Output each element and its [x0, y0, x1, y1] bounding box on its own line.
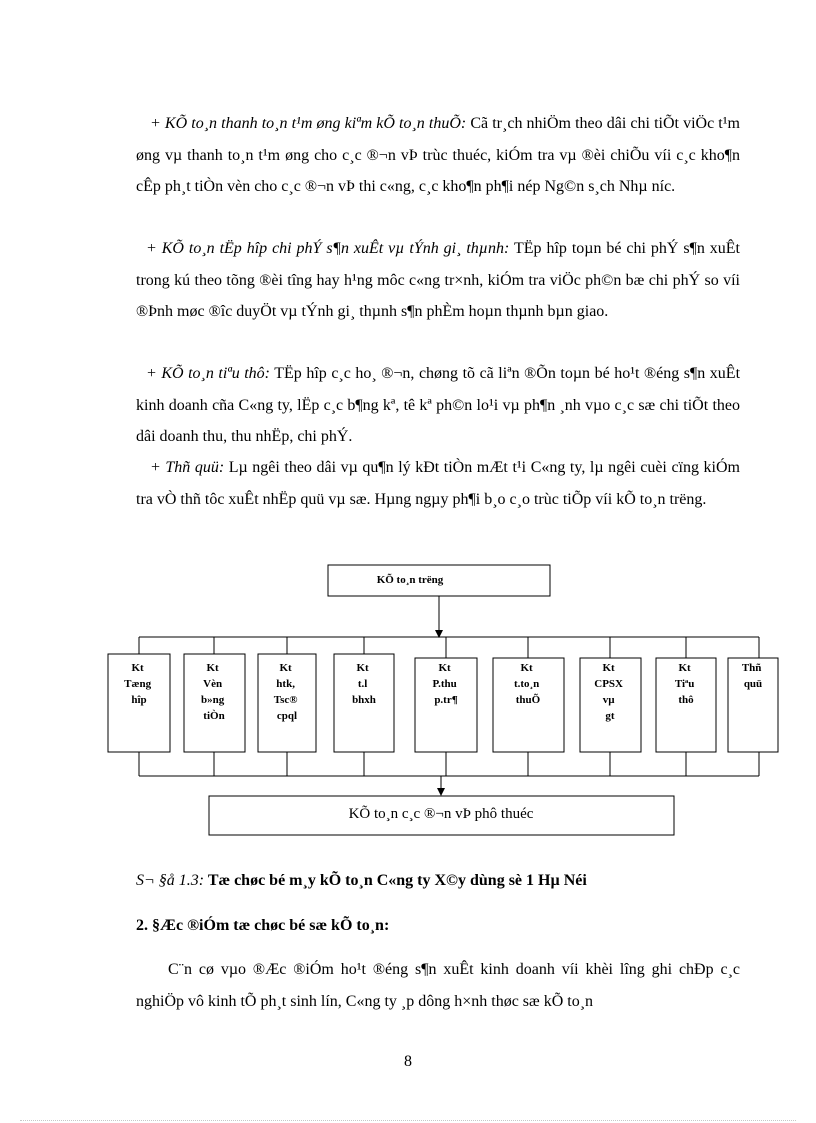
org-box-line: gt [605, 710, 615, 722]
section-heading: 2. §Æc ®iÓm tæ chøc bé sæ kÕ to¸n: [136, 917, 390, 934]
org-box-line: cpql [276, 710, 298, 722]
paragraph-body: TËp hîp c¸c ho¸ ®¬n, chøng tõ cã liªn ®Õn toµn bé ho¹t ®éng s¶n xuÊt kinh doanh cña C«ng ty, lËp c¸c b¶ng kª, tê kª ph©n lo¹i vµ ph¶n ¸nh vµo c¸c sæ chi tiÕt theo dâi doanh thu, thu nhËp, chi phÝ. [136, 365, 741, 445]
org-box-line: Kt [131, 662, 144, 674]
org-box-line: Kt [206, 662, 219, 674]
org-box [580, 637, 641, 776]
org-box-line: Kt [279, 662, 292, 674]
org-box-line: Kt [356, 662, 369, 674]
org-box-line: Tæng [124, 678, 152, 690]
org-box [334, 637, 394, 776]
page-bottom-divider [20, 1120, 796, 1121]
paragraph-lead: + KÕ to¸n tiªu thô: [146, 365, 271, 382]
org-box-line: Kt [678, 662, 691, 674]
org-box-line: p.tr¶ [434, 694, 458, 706]
org-box [415, 637, 477, 776]
paragraph-body: TËp hîp toµn bé chi phÝ s¶n xuÊt trong kú theo tõng ®èi tîng hay h¹ng môc c«ng tr×nh, kiÓm tra viÖc ph©n bæ chi phÝ so víi ®Þnh møc ®îc duyÖt vµ tÝnh gi¸ thµnh s¶n phÈm hoµn thµnh bµn giao. [136, 240, 741, 320]
caption-label: S¬ §å 1.3: [136, 872, 205, 889]
org-box [108, 637, 170, 776]
org-box-line: htk, [276, 678, 295, 690]
org-box [656, 637, 716, 776]
paragraph-lead: + KÕ to¸n thanh to¸n t¹m øng kiªm kÕ to¸n thuÕ: [150, 115, 467, 132]
org-box-line: Kt [438, 662, 451, 674]
org-box-line: Thñ [741, 662, 762, 674]
caption-title: Tæ chøc bé m¸y kÕ to¸n C«ng ty X©y dùng sè 1 Hµ Néi [204, 872, 587, 889]
paragraph-lead: + KÕ to¸n tËp hîp chi phÝ s¶n xuÊt vµ tÝnh gi¸ thµnh: [146, 240, 510, 257]
org-box-line: t.to¸n [513, 678, 540, 690]
figure-caption [136, 872, 587, 890]
org-box-line: Tiªu [674, 678, 695, 690]
head-box-label: KÕ to¸n trëng [376, 574, 444, 586]
org-box-line: Tsc® [273, 694, 298, 706]
org-box-line: tiÒn [203, 710, 225, 722]
paragraph-lead: + Thñ quü: [150, 459, 225, 476]
org-box [728, 637, 778, 776]
closing-paragraph: C¨n cø vµo ®Æc ®iÓm ho¹t ®éng s¶n xuÊt kinh doanh víi khèi lîng ghi chÐp c¸c nghiÖp vô kinh tÕ ph¸t sinh lín, C«ng ty ¸p dông h×nh thøc sæ kÕ to¸n [136, 961, 740, 1010]
org-box-line: b»ng [201, 694, 225, 706]
org-box-line: Kt [520, 662, 533, 674]
org-box-line: Vèn [203, 678, 223, 690]
org-box-line: hîp [131, 694, 147, 706]
org-box-line: CPSX [594, 678, 623, 690]
org-box-line: t.l [357, 678, 368, 690]
org-box [493, 637, 564, 776]
org-box-line: bhxh [352, 694, 376, 706]
bottom-box-label: KÕ to¸n c¸c ®¬n vÞ phô thuéc [348, 806, 534, 822]
org-box-line: thuÕ [515, 694, 541, 706]
org-box [258, 637, 316, 776]
paragraph-body: Lµ ngêi theo dâi vµ qu¶n lý kÐt tiÒn mÆt t¹i C«ng ty, lµ ngêi cuèi cïng kiÓm tra vÒ thñ tôc xuÊt nhËp quü vµ sæ. Hµng ngµy ph¶i b¸o c¸o trùc tiÕp víi kÕ to¸n trëng. [136, 459, 740, 508]
org-box [184, 637, 245, 776]
page-number: 8 [404, 1053, 412, 1070]
org-box-line: Kt [602, 662, 615, 674]
paragraph-body: Cã tr¸ch nhiÖm theo dâi chi tiÕt viÖc t¹m øng vµ thanh to¸n t¹m øng cho c¸c ®¬n vÞ trùc thuéc, kiÓm tra vµ ®èi chiÕu víi c¸c kho¶n cÊp ph¸t tiÒn vèn cho c¸c ®¬n vÞ thi c«ng, c¸c kho¶n ph¶i nép Ng©n s¸ch Nhµ níc. [136, 115, 740, 195]
org-box-line: P.thu [432, 678, 457, 690]
org-box-line: thô [678, 694, 694, 706]
org-box-line: vµ [602, 694, 615, 706]
org-box-line: quü [743, 678, 763, 690]
